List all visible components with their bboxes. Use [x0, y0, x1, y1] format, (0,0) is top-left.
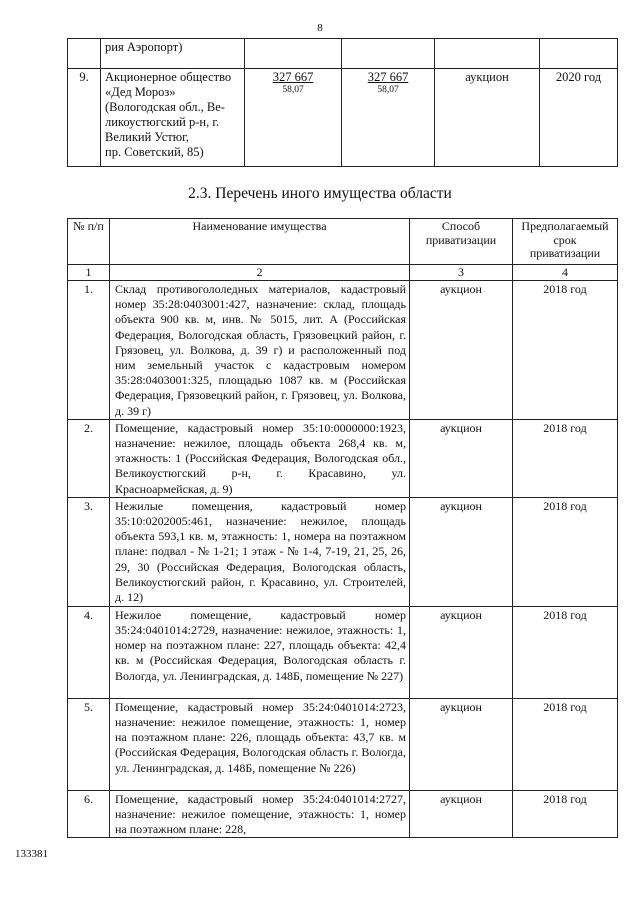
property-description: Нежилое помещение, кадастровый номер 35:24:0401014:2729, назначение: нежилое, этажность: 1, номер на поэтажном плане: 227, площадь объекта: 42,4 кв. м (Российская Федерация, Вологодская область г. Вологда, ул. Ленинградская, д. 148Б, помещение № 227) — [110, 606, 410, 698]
value-cell-1: 327 667 58,07 — [245, 69, 342, 167]
privatization-method: аукцион — [410, 606, 513, 698]
row-number: 2. — [68, 419, 110, 497]
privatization-year: 2018 год — [513, 281, 618, 420]
table-row — [68, 39, 618, 69]
privatization-method: аукцион — [410, 790, 513, 838]
table-row — [68, 497, 618, 606]
row-number: 9. — [68, 69, 101, 167]
footer-code: 133381 — [15, 848, 48, 860]
privatization-method: аукцион — [410, 281, 513, 420]
organization-name: Акционерное общество «Дед Мороз» (Вологодская обл., Ве- ликоустюгский р-н, г. Великий Устюг, пр. Советский, 85) — [101, 69, 245, 167]
row-number: 5. — [68, 698, 110, 790]
privatization-method: аукцион — [410, 497, 513, 606]
property-description: Нежилые помещения, кадастровый номер 35:10:0202005:461, назначение: нежилое, площадь объекта 593,1 кв. м, этажность: 1, номера на поэтажном плане: подвал - № 1-21; 1 этаж - № 1-4, 7-19, 21, 25, 26, 29, 30 (Российская Федерация, Вологодская область, Великоустюгский район, г. Красавино, ул. Строителей, д. 12) — [110, 497, 410, 606]
row-number: 4. — [68, 606, 110, 698]
property-description: Помещение, кадастровый номер 35:24:0401014:2723, назначение: нежилое помещение, этажность: 1, номер на поэтажном плане: 226, площадь объекта: 43,7 кв. м (Российская Федерация, Вологодская область г. Вологда, ул. Ленинградская, д. 148Б, помещение № 226) — [110, 698, 410, 790]
property-description: Помещение, кадастровый номер 35:24:0401014:2727, назначение: нежилое помещение, этажность: 1, номер на поэтажном плане: 228, — [110, 790, 410, 838]
table-row — [68, 419, 618, 497]
header-num: № п/п — [68, 219, 110, 265]
privatization-year: 2018 год — [513, 419, 618, 497]
privatization-year: 2018 год — [513, 790, 618, 838]
row-number: 6. — [68, 790, 110, 838]
value-cell-2: 327 667 58,07 — [342, 69, 435, 167]
privatization-year: 2018 год — [513, 497, 618, 606]
table-row — [68, 790, 618, 838]
header-term: Предполагаемый срок приватизации — [513, 219, 618, 265]
previous-table — [67, 38, 618, 167]
privatization-method: аукцион — [435, 69, 540, 167]
property-description: Склад противогололедных материалов, кадастровый номер 35:28:0403001:427, назначение: склад, площадь объекта 900 кв. м, инв. № 5015, лит. А (Российская Федерация, Вологодская область, Грязовецкий район, г. Грязовец, ул. Волкова, д. 39 г) и расположенный под ним земельный участок с кадастровым номером 35:28:0403001:325, площадью 1087 кв. м (Российская Федерация, Грязовецкий район, г. Грязовец, ул. Волкова, д. 39 г) — [110, 281, 410, 420]
continuation-text: рия Аэропорт) — [101, 39, 245, 69]
header-method: Способ приватизации — [410, 219, 513, 265]
section-title: 2.3. Перечень иного имущества области — [188, 185, 452, 202]
table-header-row — [68, 219, 618, 265]
property-description: Помещение, кадастровый номер 35:10:0000000:1923, назначение: нежилое, площадь объекта 268,4 кв. м, этажность: 1 (Российская Федерация, Вологодская обл., Великоустюгский р-н, г. Красавино, ул. Красноармейская, д. 9) — [110, 419, 410, 497]
table-row — [68, 69, 618, 167]
privatization-year: 2020 год — [540, 69, 618, 167]
property-table — [67, 218, 618, 838]
table-row — [68, 606, 618, 698]
table-row — [68, 698, 618, 790]
row-number: 3. — [68, 497, 110, 606]
column-number-row: 1 2 3 4 — [68, 265, 618, 281]
privatization-year: 2018 год — [513, 698, 618, 790]
privatization-method: аукцион — [410, 419, 513, 497]
table-row — [68, 281, 618, 420]
privatization-year: 2018 год — [513, 606, 618, 698]
page-number: 8 — [317, 22, 323, 34]
row-number: 1. — [68, 281, 110, 420]
header-name: Наименование имущества — [110, 219, 410, 265]
privatization-method: аукцион — [410, 698, 513, 790]
